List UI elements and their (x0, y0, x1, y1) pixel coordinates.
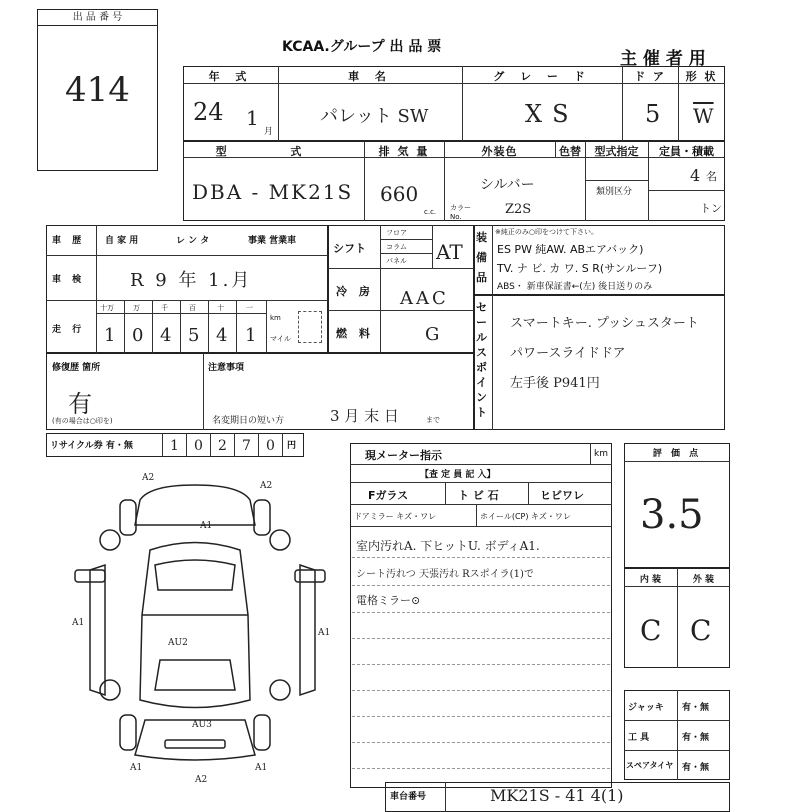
shift-option-floor: フロア (386, 229, 407, 237)
grade-value: XS (525, 100, 579, 128)
mileage-digit: 5 (188, 325, 200, 346)
inspector-comment: 電格ミラー⊙ (356, 594, 421, 607)
equipment-label: 装 備 品 (476, 231, 487, 284)
mileage-digit: 0 (132, 325, 144, 346)
car-left-side (90, 565, 105, 695)
exterior-color-label: 外装色 (481, 145, 518, 158)
recycle-digit: 0 (194, 438, 203, 454)
damage-mark: A1 (200, 521, 213, 531)
shift-option-panel: パネル (386, 257, 407, 265)
meter-item-chip: ト ビ 石 (458, 489, 499, 502)
body-value: $\overline{W}$ (693, 104, 714, 128)
damage-mark: AU3 (192, 720, 212, 730)
form-title: KCAA.グループ 出 品 票 (282, 39, 442, 55)
color-change-label: 色替 (559, 145, 581, 158)
inspector-comment: 室内汚れA. 下ヒットU. ボディA1. (356, 539, 540, 553)
mileage-unit-10k: 万 (133, 304, 140, 312)
ac-label: 冷 房 (336, 285, 374, 298)
wheel (100, 530, 120, 550)
car-front-view (135, 485, 255, 525)
cc-unit: c.c. (424, 208, 437, 216)
year-month: 1 (246, 106, 259, 130)
inspector-label: 【査 定 員 記 入】 (420, 470, 496, 480)
recycle-digit: 0 (266, 438, 275, 454)
km-label: km (270, 314, 281, 322)
capacity-value: 4 (690, 166, 701, 185)
class-label: 類別区分 (596, 187, 633, 197)
equipment-line3: ABS・ 新車保証書←(左) 後日送りのみ (497, 282, 653, 292)
mileage-unit-10: 十 (217, 304, 224, 312)
wheel (270, 530, 290, 550)
mileage-digit: 1 (245, 325, 257, 346)
sales-point-item: パワースライドドア (510, 346, 626, 361)
mileage-digit: 1 (104, 325, 116, 346)
chassis-label: 車台番号 (390, 792, 427, 802)
deadline-label: 名変期日の短い方 (212, 416, 285, 426)
meter-unit: km (594, 449, 608, 459)
car-right-side (300, 565, 315, 695)
inspector-comment: シート汚れつ 天張汚れ Rスポイラ(1)で (356, 569, 534, 580)
mile-label: マイル (270, 335, 291, 343)
body-label: 形 状 (685, 70, 718, 83)
sales-points-label: セールスポイント (476, 301, 487, 419)
year-value: 24 (193, 98, 224, 126)
equipment-instruction: ※純正のみ○印をつけて下さい。 (495, 228, 598, 236)
type-designation-label: 型式指定 (594, 145, 639, 158)
tools-status: 有・無 (682, 733, 710, 743)
damage-mark: A2 (142, 473, 155, 483)
sales-point-item: 左手後 P941円 (510, 376, 600, 391)
deadline-value: 3 月 末 日 (330, 407, 399, 425)
wheel-label: ホイール(CP) キズ・ワレ (480, 512, 571, 521)
car-diagram (50, 470, 350, 790)
lot-number: 414 (65, 70, 130, 110)
repair-label: 修復歴 箇所 (52, 363, 101, 373)
deadline-suffix: まで (426, 416, 440, 424)
history-option-business: 事業 営業車 (248, 236, 297, 246)
displacement-label: 排 気 量 (378, 145, 430, 158)
inspection-label: 車 検 (52, 275, 86, 285)
interior-value: C (640, 614, 662, 647)
year-label: 年 式 (208, 70, 253, 83)
equipment-line2: TV. ナ ビ. カ ワ. S R(サンルーフ) (497, 262, 663, 275)
equipment-line1: ES PW 純AW. ABエアバック) (497, 243, 644, 256)
chassis-value: MK21S - 41 4(1) (490, 786, 624, 805)
repair-value: 有 (68, 390, 92, 418)
model-value: DBA - MK21S (192, 180, 354, 204)
meter-label: 現メーター指示 (365, 449, 442, 462)
shift-value: AT (436, 240, 463, 264)
damage-mark: A1 (72, 618, 85, 628)
recycle-label: リサイクル券 有・無 (50, 441, 133, 451)
mileage-unit-checkbox (298, 311, 322, 343)
mirror-label: ドアミラー キズ・ワレ (354, 512, 437, 521)
mileage-digit: 4 (160, 325, 172, 346)
damage-mark: A1 (318, 628, 331, 638)
name-value: パレット SW (320, 106, 429, 127)
mileage-unit-1: 一 (246, 304, 253, 312)
history-option-private: 自 家 用 (105, 236, 139, 246)
grade-label: グ レ ー ド (493, 70, 591, 83)
mileage-unit-100k: 十万 (100, 304, 114, 312)
ton-unit: トン (700, 202, 722, 215)
damage-mark: A1 (255, 763, 268, 773)
inspection-value: R 9 年 1.月 (130, 270, 253, 291)
jack-status: 有・無 (682, 703, 710, 713)
owner-use-label: 主 催 者 用 (620, 49, 706, 69)
shift-option-column: コラム (386, 243, 407, 251)
tools-label: 工 具 (628, 733, 650, 743)
damage-mark: A2 (260, 481, 273, 491)
shift-label: シフト (333, 242, 366, 255)
displacement-value: 660 (380, 182, 419, 206)
month-unit: 月 (264, 127, 274, 137)
jack-label: ジャッキ (628, 703, 664, 713)
recycle-digit: 7 (242, 438, 251, 454)
color-no-label: カラーNo. (450, 204, 471, 221)
recycle-digit: 2 (218, 438, 227, 454)
interior-label: 内 装 (639, 575, 662, 585)
mileage-digit: 4 (216, 325, 228, 346)
wheel (100, 680, 120, 700)
spare-label: スペアタイヤ (626, 761, 674, 770)
mileage-unit-1k: 千 (161, 304, 168, 312)
wheel (270, 680, 290, 700)
capacity-label: 定員・積載 (659, 145, 714, 158)
damage-mark: A1 (130, 763, 143, 773)
score-label: 評 価 点 (652, 449, 702, 459)
damage-mark: A2 (195, 775, 208, 785)
yen-unit: 円 (287, 441, 297, 451)
meter-item-windshield: Fガラス (368, 489, 409, 502)
exterior-color-value: シルバー (480, 177, 535, 193)
door-value: 5 (645, 100, 661, 128)
meter-item-crack: ヒビワレ (540, 489, 584, 502)
history-option-rental: レ ン タ (176, 236, 210, 246)
recycle-digit: 1 (170, 438, 179, 454)
name-label: 車 名 (348, 70, 392, 83)
exterior-label: 外 装 (692, 575, 715, 585)
mileage-unit-100: 百 (189, 304, 196, 312)
model-label: 型 式 (215, 145, 332, 158)
score-value: 3.5 (640, 492, 704, 538)
lot-label: 出 品 番 号 (37, 10, 158, 26)
sales-point-item: スマートキー. プッシュスタート (510, 316, 699, 331)
mileage-label: 走 行 (52, 325, 86, 335)
spare-status: 有・無 (682, 763, 710, 773)
ac-value: AAC (400, 288, 449, 309)
repair-note: (有の場合は○印を) (52, 417, 113, 425)
notes-label: 注意事項 (208, 363, 245, 373)
damage-mark: AU2 (168, 638, 188, 648)
history-label: 車 歴 (52, 236, 86, 246)
door-label: ド ア (634, 70, 666, 83)
exterior-value: C (690, 614, 712, 647)
capacity-unit: 名 (706, 170, 717, 183)
fuel-label: 燃 料 (336, 327, 374, 340)
color-no-value: Z2S (505, 202, 532, 217)
fuel-value: G (425, 324, 440, 345)
